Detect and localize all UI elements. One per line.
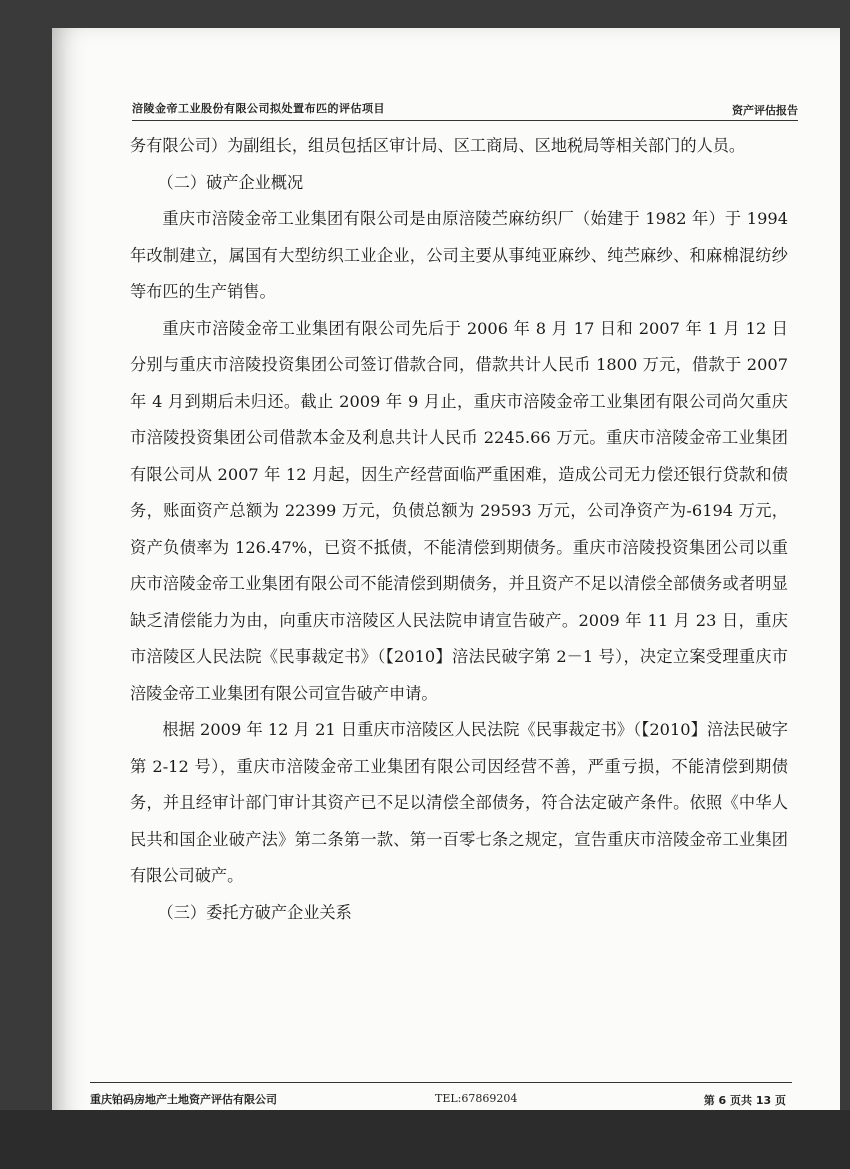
header-project-title: 涪陵金帝工业股份有限公司拟处置布匹的评估项目 (132, 102, 385, 115)
footer-telephone: TEL:67869204 (435, 1092, 518, 1105)
paragraph-bankruptcy-ruling: 根据 2009 年 12 月 21 日重庆市涪陵区人民法院《民事裁定书》（【2010】涪法民破字第 2-12 号），重庆市涪陵金帝工业集团有限公司因经营不善，严重亏损，不能清偿到期债务，并且经审计部门审计其资产已不足以清偿全部债务，符合法定破产条件。依照《中华人民共和国企业破产法》第二条第一款、第一百零七条之规定，宣告重庆市涪陵金帝工业集团有限公司破产。 (130, 720, 788, 885)
header-doc-type: 资产评估报告 (732, 104, 798, 117)
running-header (132, 92, 798, 121)
footer-company-name: 重庆铂码房地产土地资产评估有限公司 (90, 1093, 277, 1106)
section-heading-3: （三）委托方破产企业关系 (157, 902, 352, 922)
scan-bottom-edge (0, 1110, 850, 1169)
paragraph-continued: 务有限公司）为副组长，组员包括区审计局、区工商局、区地税局等相关部门的人员。 (130, 136, 746, 155)
document-page (52, 28, 840, 1163)
paragraph-company-overview: 重庆市涪陵金帝工业集团有限公司是由原涪陵苎麻纺织厂（始建于 1982 年）于 1994 年改制建立，属国有大型纺织工业企业，公司主要从事纯亚麻纱、纯苎麻纱、和麻棉混纺纱等布匹的生产销售。 (130, 209, 788, 301)
footer-page-number: 第 6 页共 13 页 (703, 1094, 786, 1107)
paragraph-debt-history: 重庆市涪陵金帝工业集团有限公司先后于 2006 年 8 月 17 日和 2007 年 1 月 12 日分别与重庆市涪陵投资集团公司签订借款合同，借款共计人民币 1800 万元，借款于 2007 年 4 月到期后未归还。截止 2009 年 9 月止，重庆市涪陵金帝工业集团有限公司尚欠重庆市涪陵投资集团公司借款本金及利息共计人民币 2245.66 万元。重庆市涪陵金帝工业集团有限公司从 2007 年 12 月起，因生产经营面临严重困难，造成公司无力偿还银行贷款和债务，账面资产总额为 22399 万元，负债总额为 29593 万元，公司净资产为-6194 万元，资产负债率为 126.47%，已资不抵债，不能清偿到期债务。重庆市涪陵投资集团公司以重庆市涪陵金帝工业集团有限公司不能清偿到期债务，并且资产不足以清偿全部债务或者明显缺乏清偿能力为由，向重庆市涪陵区人民法院申请宣告破产。2009 年 11 月 23 日，重庆市涪陵区人民法院《民事裁定书》（【2010】涪法民破字第 2－1 号），决定立案受理重庆市涪陵金帝工业集团有限公司宣告破产申请。 (130, 318, 788, 703)
body-text (130, 128, 788, 931)
section-heading-2: （二）破产企业概况 (157, 172, 304, 192)
